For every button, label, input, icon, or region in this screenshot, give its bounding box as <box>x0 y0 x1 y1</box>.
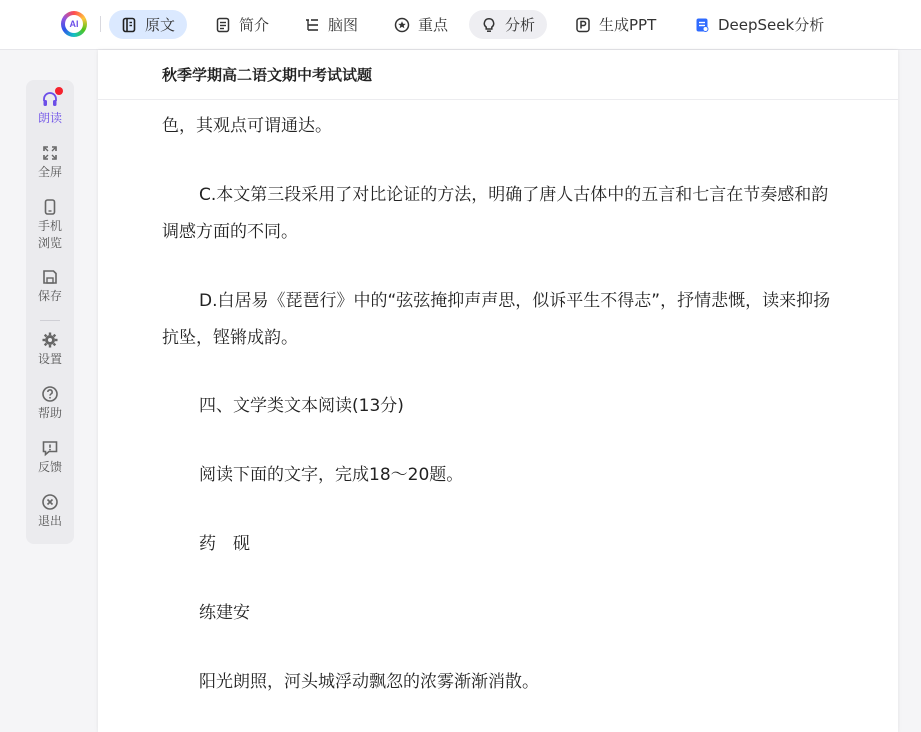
fullscreen-button[interactable] <box>26 144 74 181</box>
feedback-icon <box>41 439 59 457</box>
save-label: 保存 <box>37 289 62 303</box>
tab-deepseek-analysis-label: DeepSeek分析 <box>718 16 825 34</box>
gear-icon <box>41 331 59 349</box>
tab-mindmap-label: 脑图 <box>328 16 359 34</box>
settings-button[interactable] <box>26 331 74 368</box>
story-author: 练建安 <box>199 603 250 623</box>
summary-icon <box>215 17 231 33</box>
bulb-icon <box>481 17 497 33</box>
tab-original-label: 原文 <box>145 16 176 34</box>
paragraph: C.本文第三段采用了对比论证的方法，明确了唐人古体中的五言和七言在节奏感和韵调感方面的不同。 <box>162 185 829 242</box>
ai-logo[interactable] <box>61 11 87 37</box>
paragraph: D.白居易《琵琶行》中的“弦弦掩抑声声思，似诉平生不得志”，抒情悲慨，读来抑扬抗坠，铿锵成韵。 <box>162 291 831 348</box>
mobile-view-button[interactable] <box>26 198 74 252</box>
help-icon <box>41 385 59 403</box>
read-aloud-label: 朗读 <box>37 111 62 125</box>
ppt-icon <box>575 17 591 33</box>
exit-button[interactable] <box>26 493 74 530</box>
side-toolbar <box>26 80 74 544</box>
feedback-label: 反馈 <box>37 460 62 474</box>
notification-dot <box>55 87 63 95</box>
tab-generate-ppt[interactable] <box>563 10 668 39</box>
headphones-icon <box>41 90 59 108</box>
fullscreen-label: 全屏 <box>37 165 62 179</box>
feedback-button[interactable] <box>26 439 74 476</box>
tab-analysis[interactable] <box>469 10 547 39</box>
tab-summary[interactable] <box>203 10 281 39</box>
mobile-view-label-line1: 手机 <box>37 219 62 233</box>
document-title: 秋季学期高二语文期中考试试题 <box>98 50 898 100</box>
help-button[interactable] <box>26 385 74 422</box>
story-title: 药 砚 <box>199 534 250 554</box>
tab-summary-label: 简介 <box>239 16 270 34</box>
tab-mindmap[interactable] <box>292 10 370 39</box>
deepseek-icon <box>694 17 710 33</box>
document-icon <box>121 17 137 33</box>
help-label: 帮助 <box>37 406 62 420</box>
save-button[interactable] <box>26 268 74 305</box>
mobile-view-label-line2: 浏览 <box>37 236 62 250</box>
top-toolbar <box>0 0 921 50</box>
close-circle-icon <box>41 493 59 511</box>
fullscreen-icon <box>41 144 59 162</box>
save-icon <box>41 268 59 286</box>
read-aloud-button[interactable] <box>26 90 74 127</box>
ai-logo-text: AI <box>65 15 83 33</box>
rail-divider <box>40 320 60 321</box>
document-page <box>98 50 898 732</box>
paragraph: 阅读下面的文字，完成18～20题。 <box>199 465 464 485</box>
tab-deepseek-analysis[interactable] <box>682 10 836 39</box>
tab-keypoints[interactable] <box>382 10 460 39</box>
toolbar-divider <box>100 16 101 32</box>
tab-analysis-label: 分析 <box>505 16 536 34</box>
tab-keypoints-label: 重点 <box>418 16 449 34</box>
exit-label: 退出 <box>37 514 62 528</box>
mindmap-icon <box>304 17 320 33</box>
paragraph: 色，其观点可谓通达。 <box>162 116 332 136</box>
section-heading: 四、文学类文本阅读(13分) <box>199 396 404 416</box>
phone-icon <box>41 198 59 216</box>
paragraph: 阳光朗照，河头城浮动飘忽的浓雾渐渐消散。 <box>199 672 539 692</box>
tab-generate-ppt-label: 生成PPT <box>599 16 657 34</box>
star-icon <box>394 17 410 33</box>
tab-original[interactable] <box>109 10 187 39</box>
settings-label: 设置 <box>37 352 62 366</box>
